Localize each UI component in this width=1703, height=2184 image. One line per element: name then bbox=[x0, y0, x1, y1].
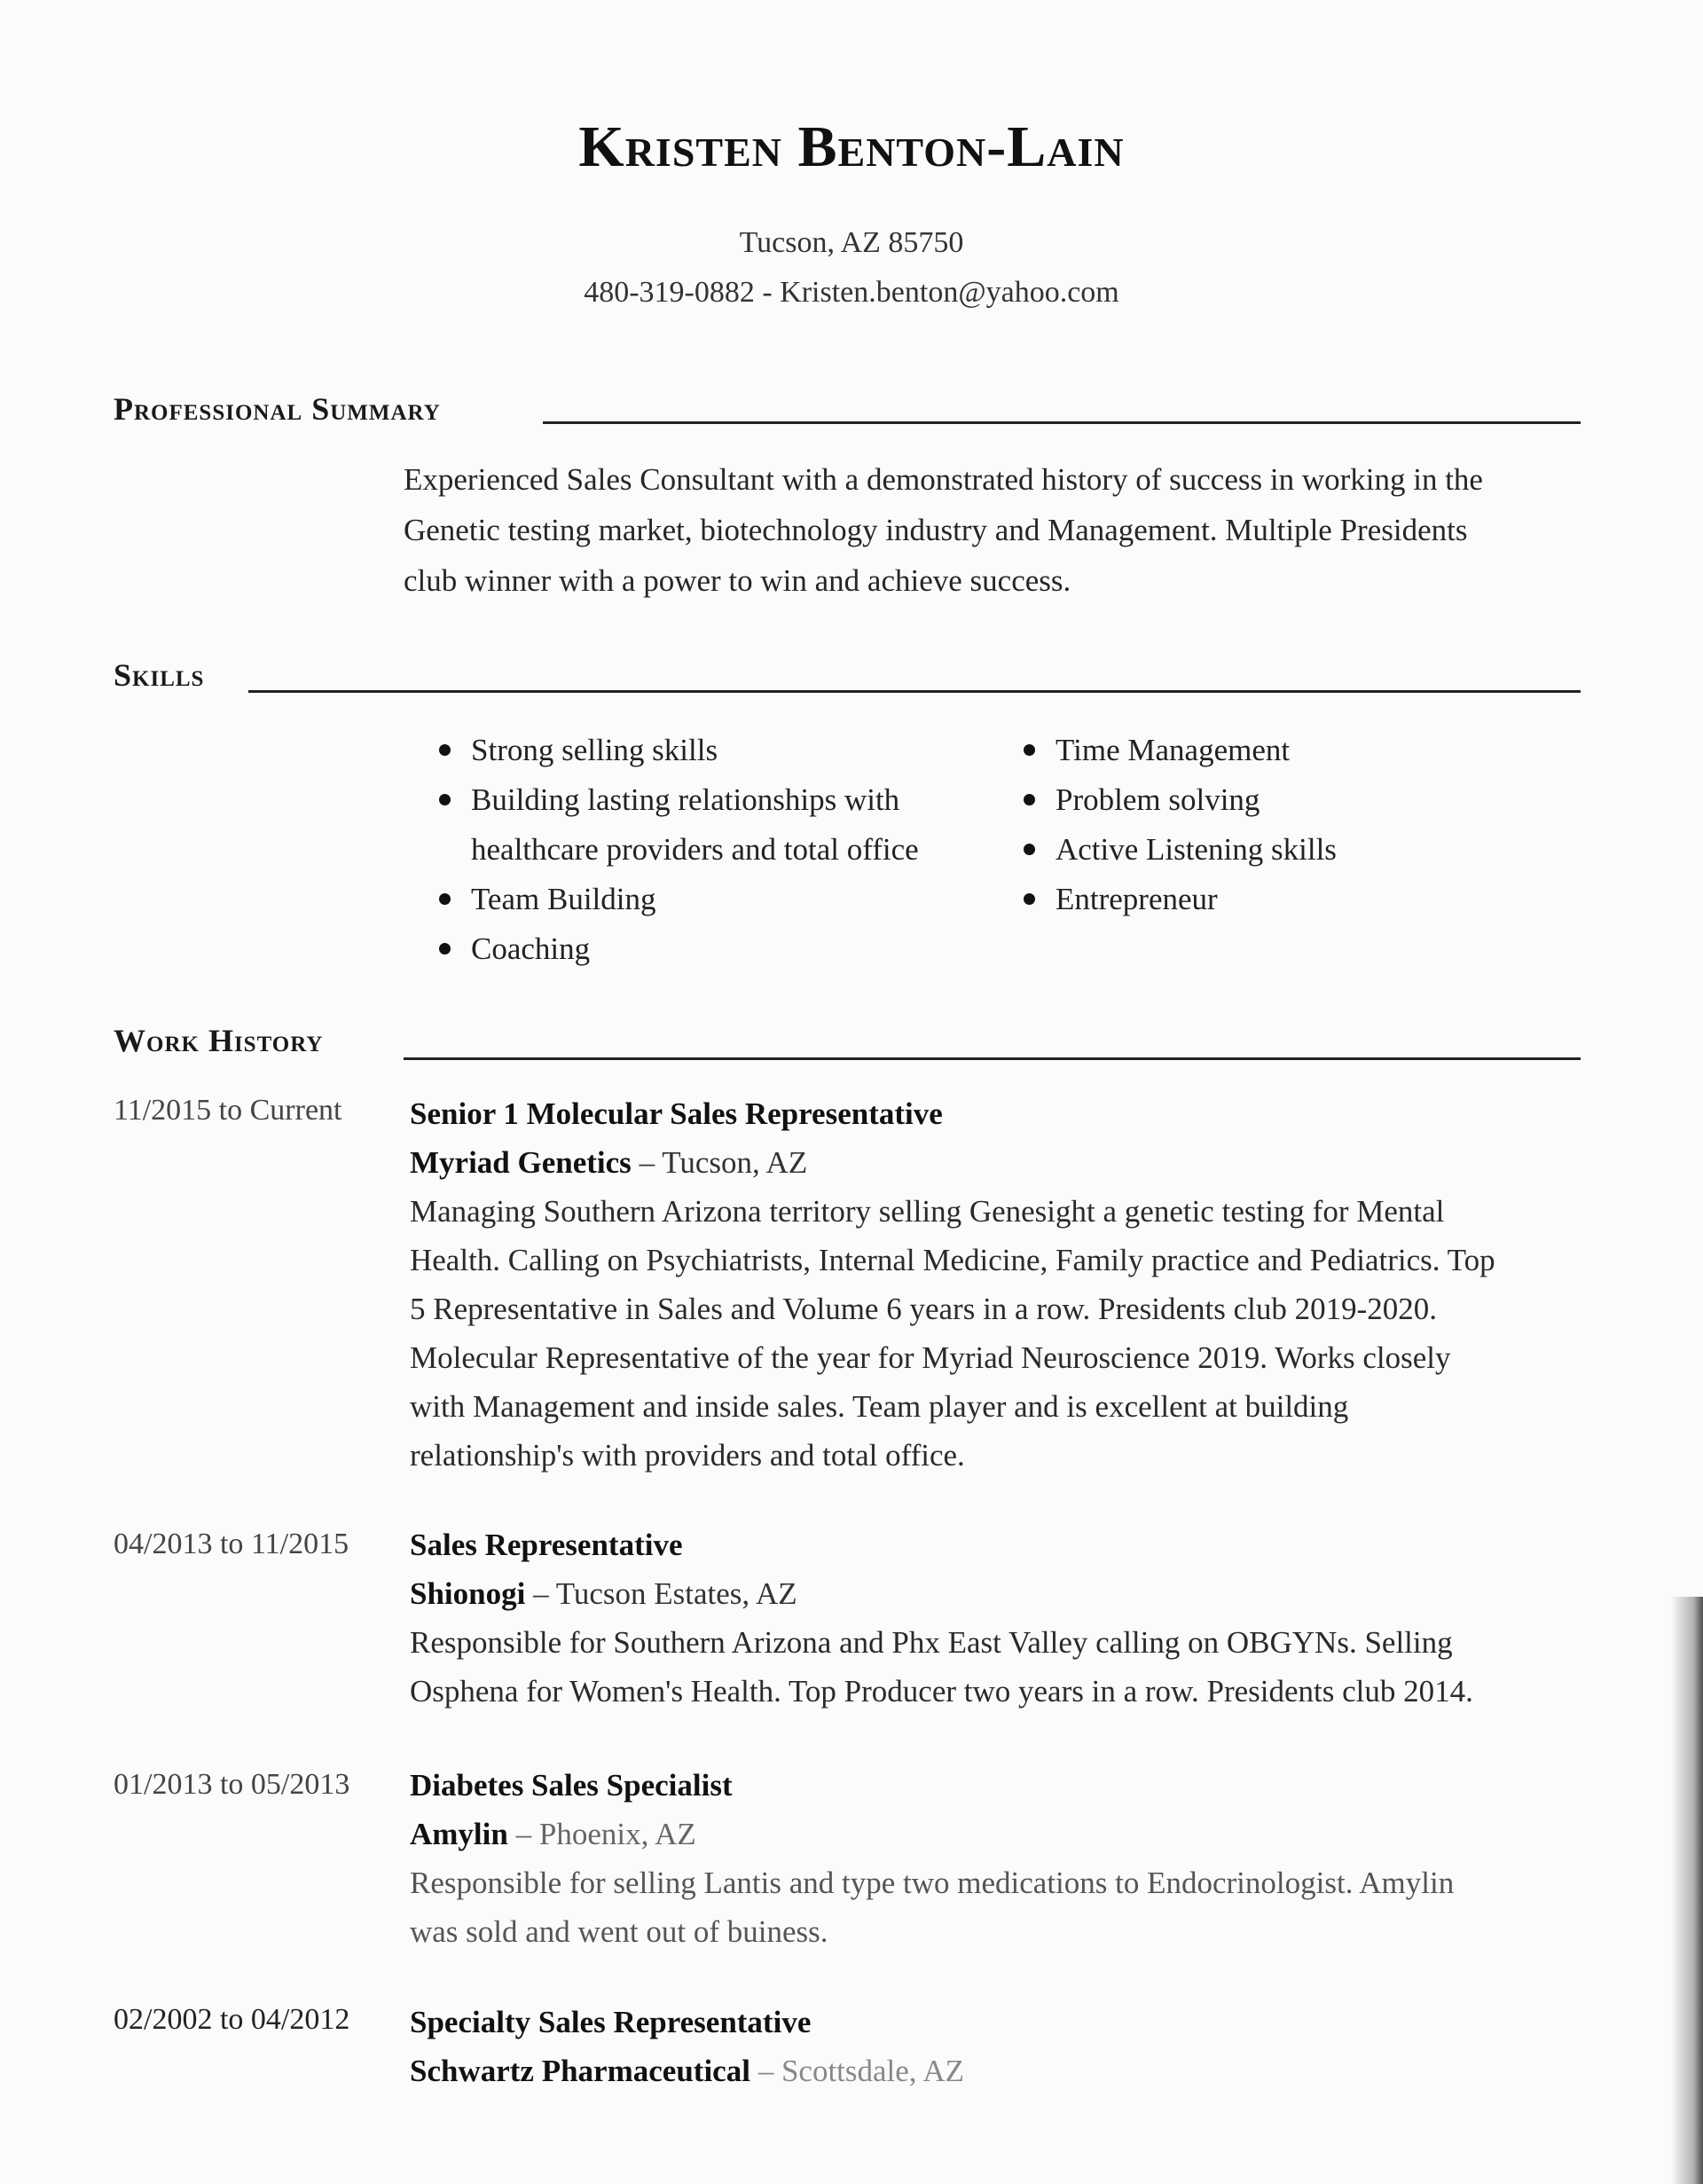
section-title-work-history: Work History bbox=[114, 1023, 324, 1058]
job-employer: Schwartz Pharmaceutical – Scottsdale, AZ bbox=[410, 2054, 965, 2088]
skill-item: Active Listening skills bbox=[1024, 825, 1556, 875]
job-description: Responsible for selling Lantis and type two medications to Endocrinologist. Amylin was sold and went out of buiness. bbox=[410, 1866, 1455, 1949]
bullet-icon bbox=[439, 794, 451, 805]
bullet-icon bbox=[1024, 744, 1035, 756]
professional-summary bbox=[404, 454, 1583, 606]
skill-item: Time Management bbox=[1024, 726, 1556, 775]
skills-list-right bbox=[1024, 726, 1556, 924]
skill-item: Coaching bbox=[439, 924, 971, 974]
job-dates: 04/2013 to 11/2015 bbox=[114, 1528, 349, 1560]
skill-item: Building lasting relationships with healthcare providers and total office bbox=[439, 775, 971, 875]
job-description: Managing Southern Arizona territory selling Genesight a genetic testing for Mental Health. Calling on Psychiatrists, Internal Medicine, Family practice and Pediatrics. Top 5 Representative in Sales and Volume 6 years in a row. Presidents club 2019-2020. Molecular Representative of the year for Myriad Neuroscience 2019. Works closely with Management and inside sales. Team player and is excellent at building relationship's with providers and total office. bbox=[410, 1194, 1495, 1473]
bullet-icon bbox=[439, 744, 451, 756]
candidate-name: Kristen Benton-Lain bbox=[578, 114, 1125, 179]
section-rule bbox=[404, 1057, 1581, 1060]
company-name: Shionogi bbox=[410, 1576, 526, 1611]
job-entry bbox=[410, 1520, 1589, 1716]
skill-item: Strong selling skills bbox=[439, 726, 971, 775]
company-name: Amylin bbox=[410, 1817, 508, 1851]
job-description: Responsible for Southern Arizona and Phx East Valley calling on OBGYNs. Selling Osphena for Women's Health. Top Producer two years in a row. Presidents club 2014. bbox=[410, 1625, 1473, 1709]
section-title-summary: Professional Summary bbox=[114, 391, 441, 427]
page-edge-shadow bbox=[1671, 1597, 1703, 2184]
bullet-icon bbox=[439, 893, 451, 905]
address: Tucson, AZ 85750 bbox=[739, 226, 964, 259]
job-location: Tucson, AZ bbox=[662, 1145, 808, 1180]
job-dates: 02/2002 to 04/2012 bbox=[114, 2003, 350, 2036]
job-title: Diabetes Sales Specialist bbox=[410, 1768, 733, 1803]
section-rule bbox=[543, 421, 1581, 424]
phone-email: 480-319-0882 - Kristen.benton@yahoo.com bbox=[584, 276, 1119, 309]
job-entry bbox=[410, 1761, 1589, 1956]
job-employer: Myriad Genetics – Tucson, AZ bbox=[410, 1145, 808, 1180]
section-title-skills: Skills bbox=[114, 657, 205, 693]
job-entry bbox=[410, 1089, 1589, 1480]
job-title: Sales Representative bbox=[410, 1528, 683, 1562]
job-title: Specialty Sales Representative bbox=[410, 2005, 812, 2039]
job-dates: 01/2013 to 05/2013 bbox=[114, 1768, 350, 1801]
bullet-icon bbox=[1024, 893, 1035, 905]
job-title: Senior 1 Molecular Sales Representative bbox=[410, 1096, 943, 1131]
job-employer: Amylin – Phoenix, AZ bbox=[410, 1817, 696, 1851]
company-name: Schwartz Pharmaceutical bbox=[410, 2054, 750, 2088]
bullet-icon bbox=[1024, 794, 1035, 805]
job-location: Scottsdale, AZ bbox=[781, 2054, 965, 2088]
skill-item: Team Building bbox=[439, 875, 971, 924]
bullet-icon bbox=[1024, 844, 1035, 855]
company-name: Myriad Genetics bbox=[410, 1145, 632, 1180]
summary-line: Genetic testing market, biotechnology industry and Management. Multiple Presidents bbox=[404, 513, 1468, 547]
skill-item: Problem solving bbox=[1024, 775, 1556, 825]
summary-line: club winner with a power to win and achieve success. bbox=[404, 563, 1071, 598]
job-location: Phoenix, AZ bbox=[538, 1817, 696, 1851]
summary-line: Experienced Sales Consultant with a demonstrated history of success in working in the bbox=[404, 462, 1483, 497]
job-entry bbox=[410, 1998, 1589, 2095]
job-employer: Shionogi – Tucson Estates, AZ bbox=[410, 1576, 797, 1611]
job-dates: 11/2015 to Current bbox=[114, 1094, 342, 1127]
bullet-icon bbox=[439, 943, 451, 955]
job-location: Tucson Estates, AZ bbox=[555, 1576, 797, 1611]
skills-list-left bbox=[439, 726, 971, 974]
skill-item: Entrepreneur bbox=[1024, 875, 1556, 924]
section-rule bbox=[248, 690, 1581, 693]
